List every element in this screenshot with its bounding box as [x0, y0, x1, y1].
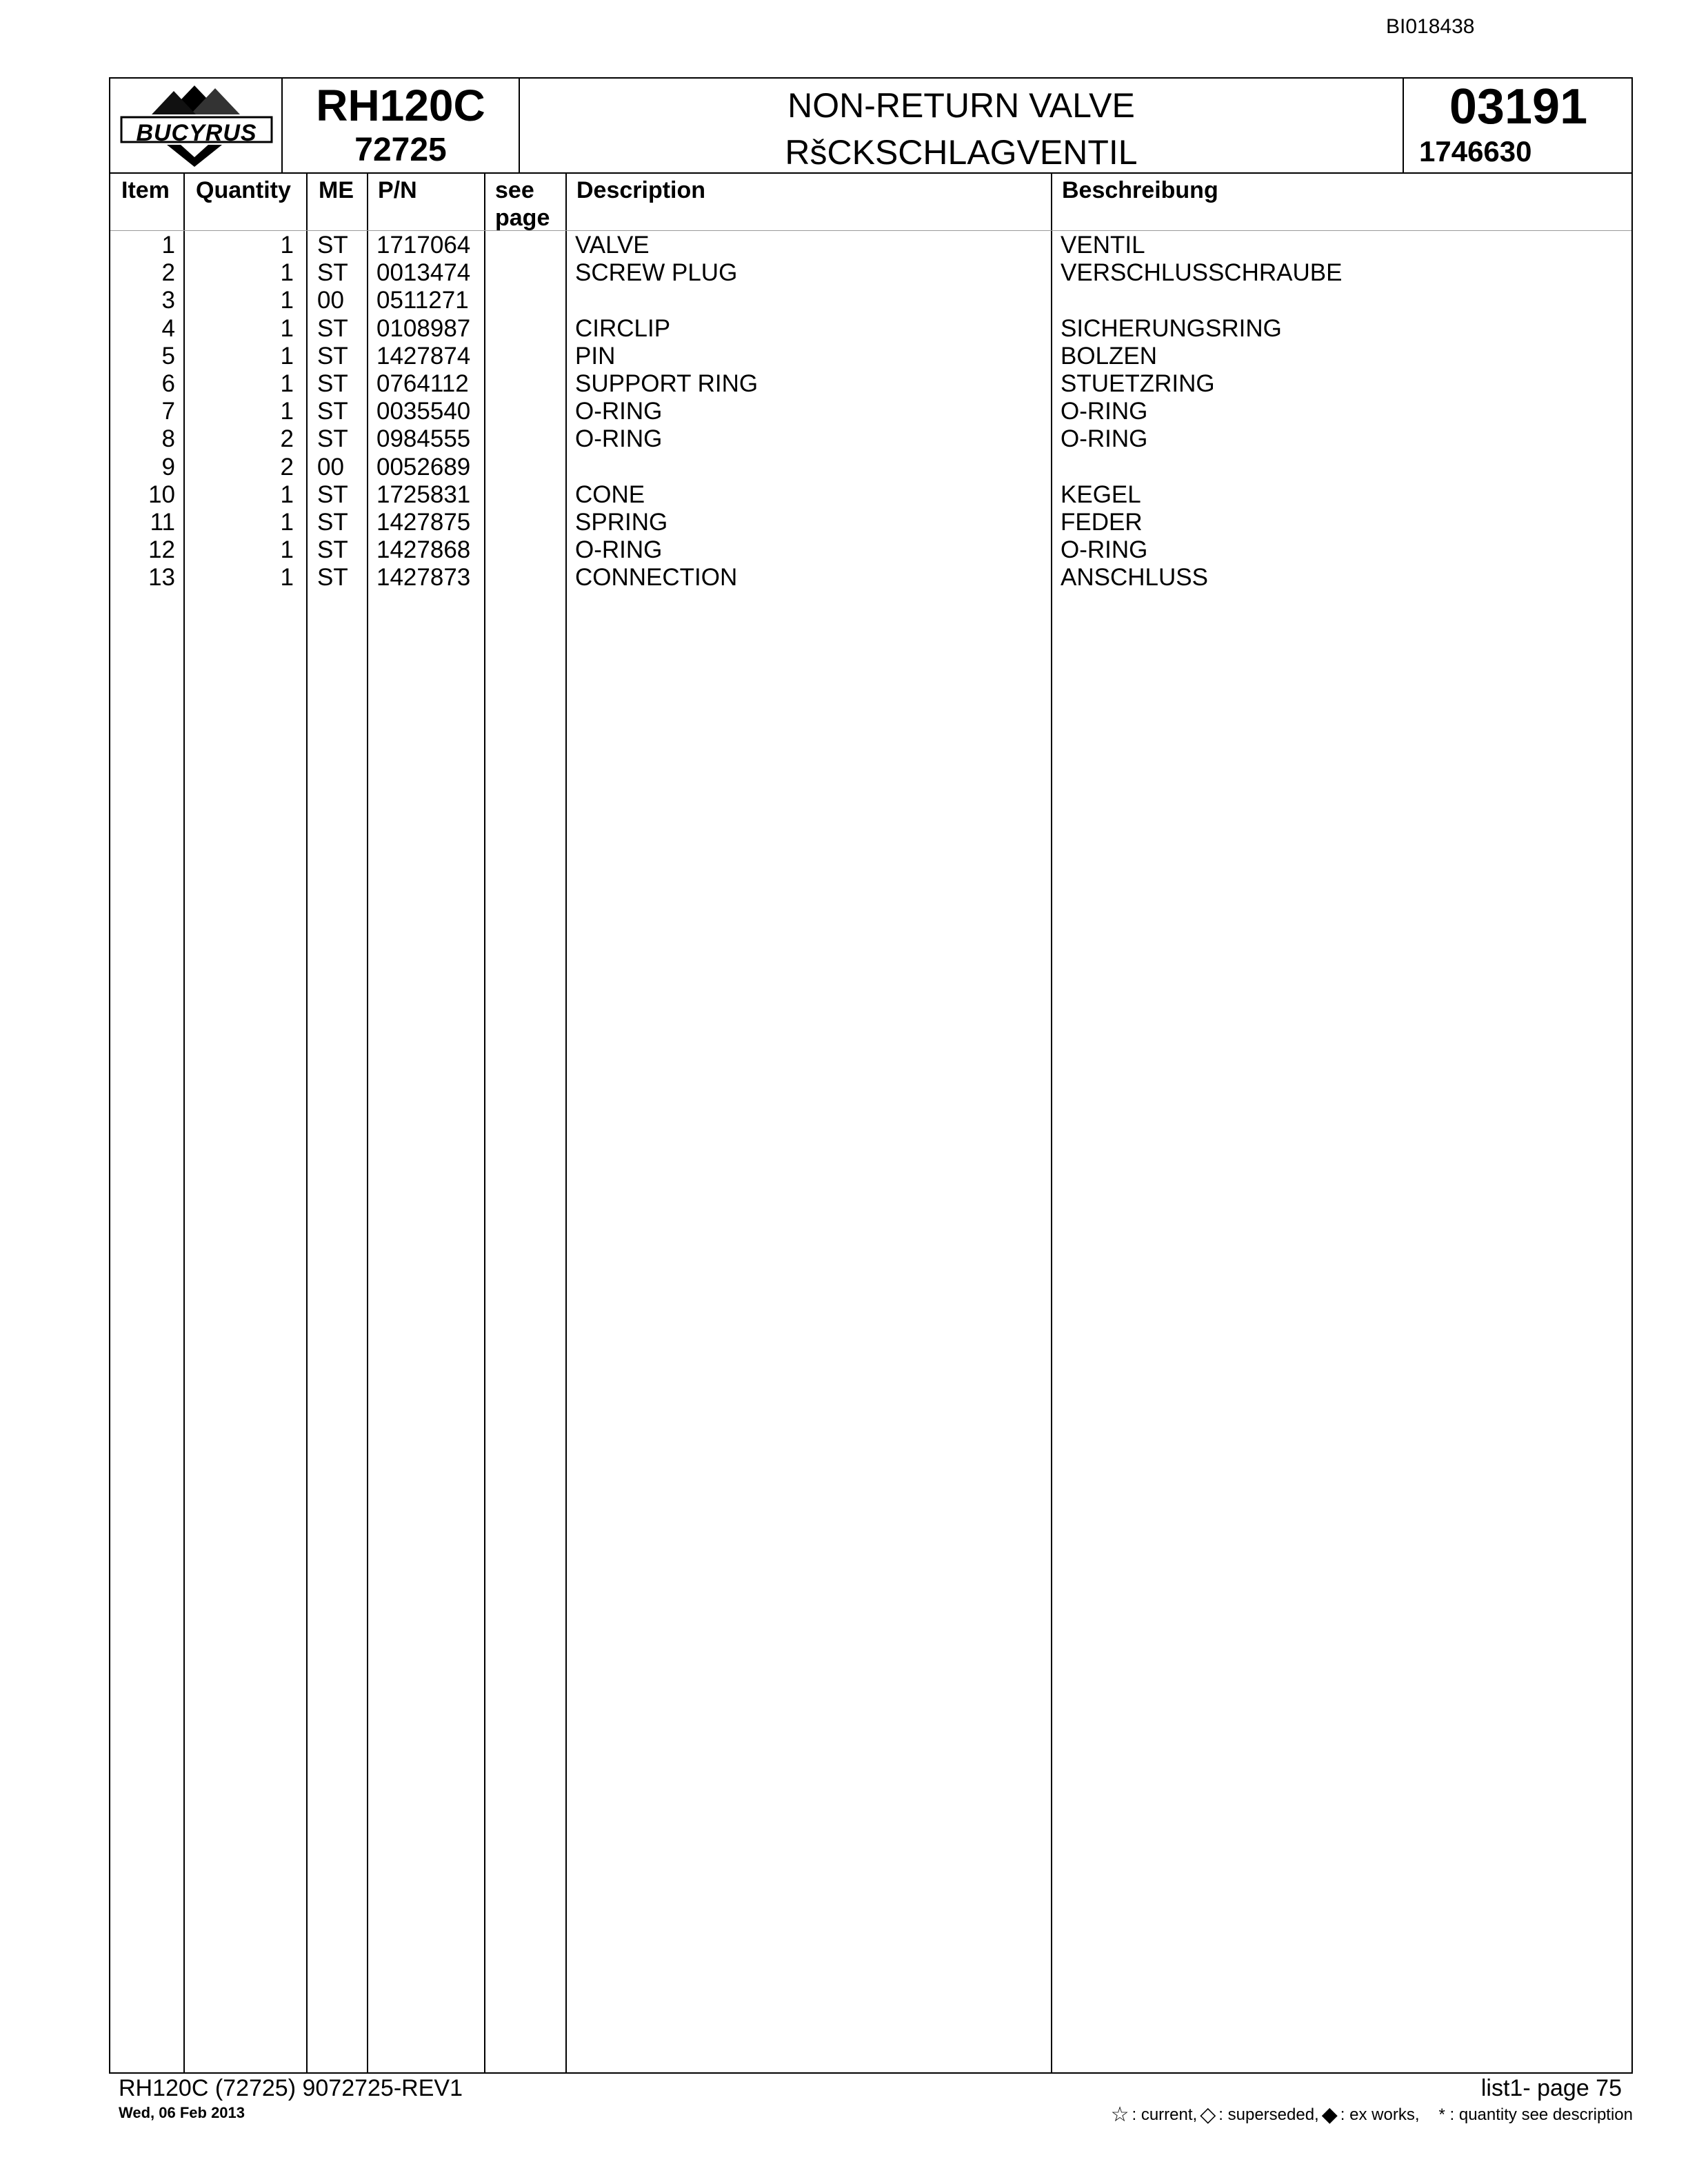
unit: 00 [317, 453, 344, 481]
description: O-RING [575, 536, 663, 564]
unit: ST [317, 232, 348, 259]
page-header [109, 77, 1633, 172]
legend-current: : current, [1132, 2105, 1198, 2124]
part-number: 1717064 [376, 232, 471, 259]
unit: ST [317, 481, 348, 508]
table-row [110, 536, 1631, 564]
description-german: STUETZRING [1061, 370, 1215, 397]
item-number: 4 [161, 314, 175, 342]
quantity: 1 [280, 287, 294, 314]
table-row [110, 564, 1631, 592]
description: CIRCLIP [575, 314, 671, 342]
item-number: 3 [161, 287, 175, 314]
column-header-description: Description [576, 177, 706, 203]
table-row [110, 370, 1631, 398]
unit: ST [317, 259, 348, 287]
table-row [110, 425, 1631, 453]
table-row [110, 343, 1631, 370]
title-german: RšCKSCHLAGVENTIL [785, 133, 1138, 172]
unit: ST [317, 314, 348, 342]
hollow-diamond-icon: ◇ [1200, 2103, 1216, 2126]
part-number: 1427875 [376, 508, 471, 536]
description: O-RING [575, 398, 663, 425]
table-row [110, 481, 1631, 509]
table-row [110, 232, 1631, 259]
table-row [110, 315, 1631, 343]
footer-date: Wed, 06 Feb 2013 [119, 2104, 245, 2121]
footer-reference: RH120C (72725) 9072725-REV1 [119, 2075, 463, 2101]
table-row [110, 509, 1631, 536]
part-number: 0108987 [376, 314, 471, 342]
description: VALVE [575, 232, 650, 259]
legend-superseded: : superseded, [1218, 2105, 1319, 2124]
table-row [110, 454, 1631, 481]
part-number: 1427874 [376, 342, 471, 370]
quantity: 1 [280, 370, 294, 397]
part-number: 1725831 [376, 481, 471, 508]
quantity: 1 [280, 536, 294, 564]
quantity: 1 [280, 259, 294, 287]
unit: ST [317, 398, 348, 425]
item-number: 2 [161, 259, 175, 287]
description-german: VENTIL [1061, 232, 1145, 259]
description-german: SICHERUNGSRING [1061, 314, 1282, 342]
filled-diamond-icon: ◆ [1321, 2103, 1338, 2126]
part-number: 0984555 [376, 425, 471, 453]
description-german: FEDER [1061, 508, 1143, 536]
description: SPRING [575, 508, 668, 536]
quantity: 1 [280, 481, 294, 508]
table-row [110, 398, 1631, 425]
column-header-pn: P/N [378, 177, 417, 203]
description-german: KEGEL [1061, 481, 1141, 508]
description-german: O-RING [1061, 536, 1148, 564]
quantity: 1 [280, 398, 294, 425]
item-number: 10 [148, 481, 175, 508]
column-header-item: Item [121, 177, 170, 203]
model-name: RH120C [316, 81, 485, 130]
star-icon: ☆ [1110, 2103, 1129, 2126]
description-german: O-RING [1061, 425, 1148, 453]
item-number: 5 [161, 342, 175, 370]
table-row [110, 287, 1631, 314]
parts-table [109, 172, 1633, 2074]
group-number-cell [1404, 79, 1633, 174]
quantity: 1 [280, 508, 294, 536]
see-label: see [495, 177, 534, 203]
serial-number: 72725 [354, 132, 447, 168]
quantity: 2 [280, 453, 294, 481]
description: CONE [575, 481, 645, 508]
unit: ST [317, 508, 348, 536]
item-number: 6 [161, 370, 175, 397]
item-number: 8 [161, 425, 175, 453]
legend-ex-works: : ex works, [1340, 2105, 1420, 2124]
part-number: 0052689 [376, 453, 471, 481]
unit: ST [317, 342, 348, 370]
unit: ST [317, 425, 348, 453]
column-header-see-page [495, 176, 550, 232]
part-number: 1427873 [376, 564, 471, 592]
quantity: 1 [280, 232, 294, 259]
description: O-RING [575, 425, 663, 453]
description: SCREW PLUG [575, 259, 738, 287]
column-header-me: ME [319, 177, 354, 203]
unit: ST [317, 370, 348, 397]
description-german: ANSCHLUSS [1061, 564, 1208, 592]
item-number: 11 [150, 508, 175, 536]
description-german: VERSCHLUSSCHRAUBE [1061, 259, 1343, 287]
logo-cell [110, 79, 283, 174]
table-row [110, 259, 1631, 287]
quantity: 2 [280, 425, 294, 453]
model-cell [283, 79, 520, 174]
unit: ST [317, 536, 348, 564]
group-number: 03191 [1449, 79, 1588, 134]
item-number: 9 [161, 453, 175, 481]
footer-page-number: list1- page 75 [1480, 2075, 1622, 2101]
part-number: 0013474 [376, 259, 471, 287]
column-header-quantity: Quantity [196, 177, 291, 203]
part-number: 0511271 [376, 287, 469, 314]
description: PIN [575, 342, 616, 370]
quantity: 1 [280, 314, 294, 342]
item-number: 12 [148, 536, 175, 564]
unit: ST [317, 564, 348, 592]
quantity: 1 [280, 342, 294, 370]
item-number: 13 [148, 564, 175, 592]
description: SUPPORT RING [575, 370, 758, 397]
quantity: 1 [280, 564, 294, 592]
item-number: 1 [161, 232, 175, 259]
title-cell [520, 79, 1404, 174]
description-german: O-RING [1061, 398, 1148, 425]
description: CONNECTION [575, 564, 738, 592]
part-number: 0035540 [376, 398, 471, 425]
logo-text: BUCYRUS [136, 120, 257, 146]
column-header-beschreibung: Beschreibung [1062, 177, 1218, 203]
title-english: NON-RETURN VALVE [787, 86, 1135, 125]
footer-legend [1111, 2103, 1633, 2127]
description-german: BOLZEN [1061, 342, 1158, 370]
part-number: 0764112 [376, 370, 469, 397]
part-number: 1427868 [376, 536, 471, 564]
table-body [110, 232, 1631, 592]
legend-quantity: * : quantity see description [1438, 2105, 1633, 2124]
page-label: page [495, 205, 550, 231]
document-id: BI018438 [1386, 15, 1475, 38]
assembly-number: 1746630 [1419, 135, 1532, 168]
unit: 00 [317, 287, 344, 314]
item-number: 7 [161, 398, 175, 425]
